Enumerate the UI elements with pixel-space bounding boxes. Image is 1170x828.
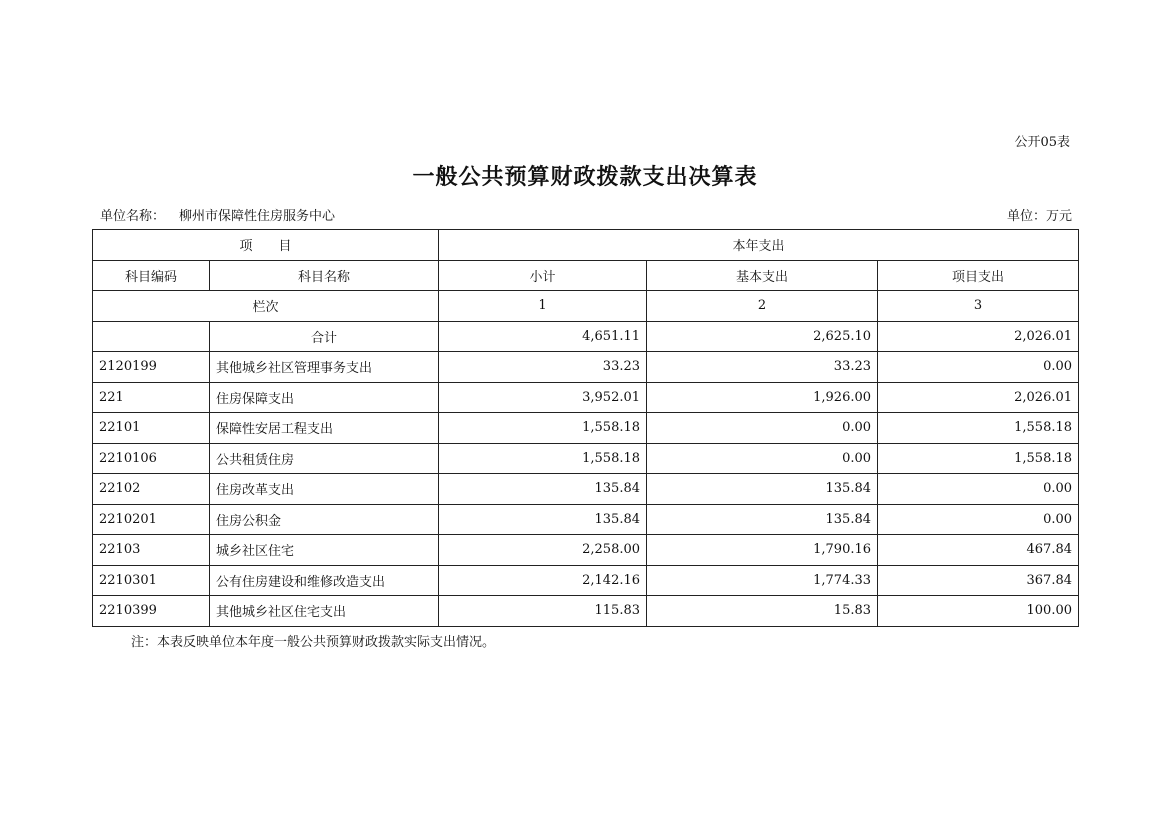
row-subtotal: 1,558.18	[439, 443, 647, 474]
table-row	[93, 535, 1079, 566]
row-project: 1,558.18	[878, 443, 1079, 474]
total-project: 2,026.01	[878, 321, 1079, 352]
row-code: 2210301	[93, 565, 210, 596]
column-index-1: 1	[439, 291, 647, 322]
row-subtotal: 3,952.01	[439, 382, 647, 413]
header-item: 项 目	[93, 230, 439, 261]
unit-measure: 单位：万元	[1006, 209, 1072, 224]
row-project: 467.84	[878, 535, 1079, 566]
row-code: 2210201	[93, 504, 210, 535]
row-name: 住房改革支出	[210, 474, 439, 505]
row-basic: 1,774.33	[647, 565, 878, 596]
row-subtotal: 135.84	[439, 504, 647, 535]
row-project: 2,026.01	[878, 382, 1079, 413]
row-basic: 0.00	[647, 413, 878, 444]
row-subtotal: 115.83	[439, 596, 647, 627]
row-subtotal: 33.23	[439, 352, 647, 383]
header-subtotal: 小计	[439, 260, 647, 291]
row-subtotal: 1,558.18	[439, 413, 647, 444]
row-basic: 135.84	[647, 504, 878, 535]
header-project: 项目支出	[878, 260, 1079, 291]
row-code: 22102	[93, 474, 210, 505]
row-code: 22101	[93, 413, 210, 444]
table-row	[93, 443, 1079, 474]
row-subtotal: 2,258.00	[439, 535, 647, 566]
row-name: 其他城乡社区住宅支出	[210, 596, 439, 627]
table-row	[93, 504, 1079, 535]
row-name: 城乡社区住宅	[210, 535, 439, 566]
row-code: 2210399	[93, 596, 210, 627]
row-subtotal: 2,142.16	[439, 565, 647, 596]
column-index-2: 2	[647, 291, 878, 322]
unit-info	[100, 205, 335, 224]
form-code: 公开05表	[1014, 135, 1070, 150]
row-code: 2120199	[93, 352, 210, 383]
row-code: 2210106	[93, 443, 210, 474]
header-basic: 基本支出	[647, 260, 878, 291]
column-index-row	[93, 291, 1079, 322]
column-index-3: 3	[878, 291, 1079, 322]
row-code: 221	[93, 382, 210, 413]
row-name: 公有住房建设和维修改造支出	[210, 565, 439, 596]
row-basic: 1,926.00	[647, 382, 878, 413]
row-name: 保障性安居工程支出	[210, 413, 439, 444]
total-basic: 2,625.10	[647, 321, 878, 352]
row-project: 0.00	[878, 474, 1079, 505]
total-label: 合计	[210, 321, 439, 352]
row-name: 住房公积金	[210, 504, 439, 535]
column-index-label: 栏次	[93, 291, 439, 322]
row-basic: 135.84	[647, 474, 878, 505]
row-project: 367.84	[878, 565, 1079, 596]
row-name: 其他城乡社区管理事务支出	[210, 352, 439, 383]
row-basic: 15.83	[647, 596, 878, 627]
header-code: 科目编码	[93, 260, 210, 291]
total-code-cell	[93, 321, 210, 352]
row-code: 22103	[93, 535, 210, 566]
table-row	[93, 382, 1079, 413]
header-row-1	[93, 230, 1079, 261]
page-title: 一般公共预算财政拨款支出决算表	[412, 164, 758, 190]
table-row	[93, 413, 1079, 444]
row-project: 0.00	[878, 504, 1079, 535]
header-name: 科目名称	[210, 260, 439, 291]
table-row	[93, 596, 1079, 627]
header-current-year: 本年支出	[439, 230, 1079, 261]
row-name: 住房保障支出	[210, 382, 439, 413]
footnote: 注：本表反映单位本年度一般公共预算财政拨款实际支出情况。	[131, 635, 496, 650]
total-row	[93, 321, 1079, 352]
row-basic: 33.23	[647, 352, 878, 383]
table-row	[93, 474, 1079, 505]
expenditure-table	[92, 229, 1079, 627]
row-project: 1,558.18	[878, 413, 1079, 444]
unit-name-label: 单位名称：	[100, 209, 166, 224]
row-basic: 1,790.16	[647, 535, 878, 566]
row-project: 0.00	[878, 352, 1079, 383]
row-basic: 0.00	[647, 443, 878, 474]
header-row-2	[93, 260, 1079, 291]
table-row	[93, 352, 1079, 383]
row-name: 公共租赁住房	[210, 443, 439, 474]
table-row	[93, 565, 1079, 596]
row-subtotal: 135.84	[439, 474, 647, 505]
total-subtotal: 4,651.11	[439, 321, 647, 352]
row-project: 100.00	[878, 596, 1079, 627]
unit-name: 柳州市保障性住房服务中心	[179, 209, 336, 224]
